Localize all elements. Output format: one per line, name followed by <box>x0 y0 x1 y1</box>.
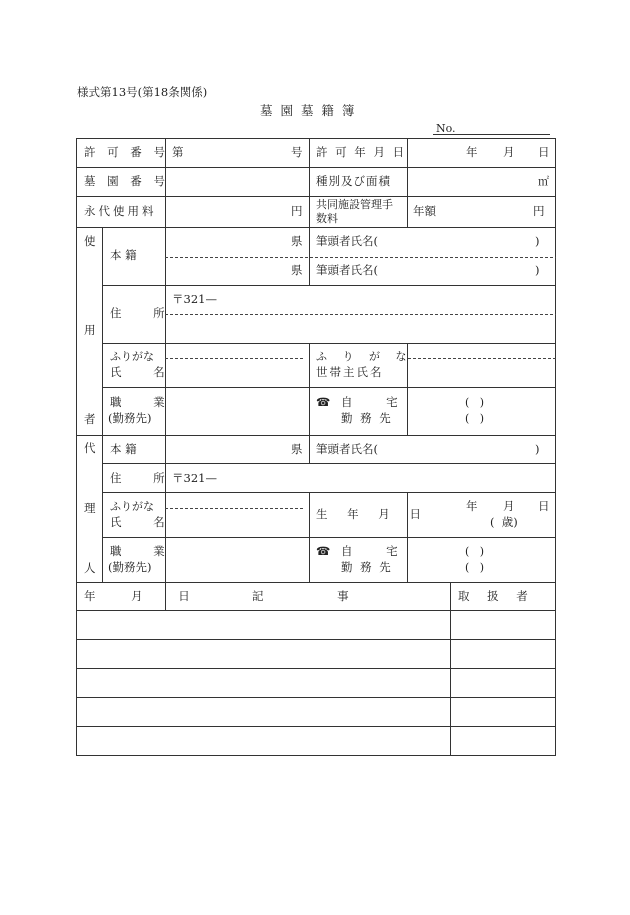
agent-birth-year: 年 <box>466 499 478 513</box>
user-head-name-2: 筆頭者氏名( <box>316 263 378 277</box>
log-cell-record[interactable] <box>166 640 450 668</box>
user-household-furigana-field[interactable] <box>408 344 555 358</box>
agent-name-label: 氏 名 <box>110 515 179 529</box>
log-cell-record[interactable] <box>166 727 450 755</box>
agent-side-char-3: 人 <box>84 561 96 575</box>
user-side-char-3: 者 <box>84 412 96 426</box>
user-name-field[interactable] <box>166 359 309 387</box>
type-area-field[interactable] <box>408 168 555 196</box>
user-honseki-field-1[interactable] <box>166 228 309 257</box>
user-work-label: 勤 務 先 <box>341 411 393 425</box>
log-cell-handler[interactable] <box>451 611 555 639</box>
user-head-name-close-2: ) <box>535 263 540 277</box>
permit-year: 年 <box>466 145 478 159</box>
shared-fee-yen: 円 <box>533 204 545 218</box>
user-household-name-label: 世帯主氏名 <box>316 365 384 379</box>
agent-work-phone-field[interactable] <box>408 560 555 582</box>
agent-ken: 県 <box>291 442 303 456</box>
log-cell-record[interactable] <box>166 611 450 639</box>
number-label: No. <box>436 122 456 135</box>
log-cell-record[interactable] <box>166 669 450 697</box>
plot-number-field[interactable] <box>166 168 309 196</box>
agent-birth-month: 月 <box>503 499 515 513</box>
permit-number-label: 許 可 番 号 <box>84 145 169 159</box>
user-occupation-field[interactable] <box>166 388 309 435</box>
user-name-label: 氏 名 <box>110 365 179 379</box>
user-head-name-field-1[interactable] <box>385 228 535 257</box>
user-honseki-label: 本 籍 <box>110 248 137 262</box>
user-address-field-2[interactable] <box>166 315 555 343</box>
log-cell-date[interactable] <box>77 727 165 755</box>
user-head-name-field-2[interactable] <box>385 258 535 285</box>
user-side-char-2: 用 <box>84 323 96 337</box>
permit-go: 号 <box>291 145 303 159</box>
agent-occupation-label: 職 業 <box>110 544 179 558</box>
user-phone-icon: ☎ <box>316 395 331 409</box>
agent-honseki-label: 本 籍 <box>110 442 137 456</box>
log-date-header: 年 月 日 <box>84 589 206 603</box>
agent-work-label: 勤 務 先 <box>341 560 393 574</box>
plot-number-label: 墓 園 番 号 <box>84 174 169 188</box>
agent-head-name-field[interactable] <box>385 436 535 463</box>
user-furigana-field[interactable] <box>166 344 309 358</box>
agent-head-name-close: ) <box>535 442 540 456</box>
user-ken-2: 県 <box>291 263 303 277</box>
user-workplace-label: (勤務先) <box>108 411 152 425</box>
area-unit: ㎡ <box>538 175 549 188</box>
page-title: 墓 園 墓 籍 簿 <box>260 103 357 118</box>
user-work-phone-paren: ( ) <box>465 412 485 425</box>
user-ken-1: 県 <box>291 234 303 248</box>
user-head-name-close-1: ) <box>535 234 540 248</box>
perpetual-fee-label: 永代使用料 <box>84 204 157 218</box>
agent-birth-day: 日 <box>538 499 550 513</box>
agent-name-field[interactable] <box>166 509 309 537</box>
perpetual-fee-yen: 円 <box>291 204 303 218</box>
permit-day: 日 <box>538 145 550 159</box>
user-head-name-1: 筆頭者氏名( <box>316 234 378 248</box>
shared-fee-label-2: 数料 <box>316 212 338 225</box>
user-occupation-label: 職 業 <box>110 395 179 409</box>
agent-home-phone-field[interactable] <box>408 538 555 560</box>
agent-furigana-field[interactable] <box>166 493 309 508</box>
user-home-phone-field[interactable] <box>408 388 555 411</box>
agent-side-char-1: 代 <box>84 441 96 455</box>
user-postal-prefix: 〒321— <box>172 292 217 306</box>
shared-fee-label-1: 共同施設管理手 <box>316 198 393 211</box>
agent-work-phone-paren: ( ) <box>465 561 485 574</box>
permit-date-label: 許 可 年 月 日 <box>316 145 407 159</box>
permit-number-field[interactable] <box>166 139 309 167</box>
user-work-phone-field[interactable] <box>408 411 555 435</box>
agent-furigana-label: ふりがな <box>110 500 154 513</box>
log-cell-handler[interactable] <box>451 640 555 668</box>
user-home-phone-paren: ( ) <box>465 396 485 409</box>
log-cell-date[interactable] <box>77 698 165 726</box>
agent-postal-prefix: 〒321— <box>172 471 217 485</box>
annual-label: 年額 <box>413 204 436 218</box>
agent-side-char-2: 理 <box>84 501 96 515</box>
agent-birthdate-label: 生 年 月 日 <box>316 507 429 521</box>
agent-head-name: 筆頭者氏名( <box>316 442 378 456</box>
log-cell-date[interactable] <box>77 611 165 639</box>
user-honseki-field-2[interactable] <box>166 258 309 285</box>
permit-month: 月 <box>503 145 515 159</box>
log-cell-record[interactable] <box>166 698 450 726</box>
permit-dai: 第 <box>172 145 184 159</box>
agent-workplace-label: (勤務先) <box>108 560 152 574</box>
user-household-furigana-label: ふ り が な <box>316 350 413 363</box>
agent-address-label: 住 所 <box>110 471 179 485</box>
user-address-label: 住 所 <box>110 306 179 320</box>
user-home-label: 自 宅 <box>341 395 413 409</box>
agent-age: ( 歳) <box>490 515 518 529</box>
user-side-char-1: 使 <box>84 234 96 248</box>
log-cell-handler[interactable] <box>451 669 555 697</box>
log-cell-date[interactable] <box>77 640 165 668</box>
agent-occupation-field[interactable] <box>166 538 309 582</box>
number-field[interactable] <box>456 121 548 133</box>
permit-date-field[interactable] <box>408 139 555 167</box>
agent-birthdate-field[interactable] <box>408 493 555 537</box>
log-handler-header: 取 扱 者 <box>458 589 528 603</box>
agent-home-label: 自 宅 <box>341 544 413 558</box>
agent-honseki-field[interactable] <box>166 436 309 463</box>
type-area-label: 種別及び面積 <box>316 174 391 188</box>
user-furigana-label: ふりがな <box>110 350 154 363</box>
agent-phone-icon: ☎ <box>316 544 331 558</box>
log-cell-handler[interactable] <box>451 727 555 755</box>
log-cell-date[interactable] <box>77 669 165 697</box>
agent-home-phone-paren: ( ) <box>465 545 485 558</box>
log-cell-handler[interactable] <box>451 698 555 726</box>
form-number: 様式第13号(第18条関係) <box>77 85 208 99</box>
perpetual-fee-field[interactable] <box>166 197 309 227</box>
user-household-name-field[interactable] <box>408 359 555 387</box>
user-address-field-1[interactable] <box>215 286 555 314</box>
agent-address-field[interactable] <box>215 464 555 492</box>
log-record-header: 記 事 <box>252 589 349 603</box>
